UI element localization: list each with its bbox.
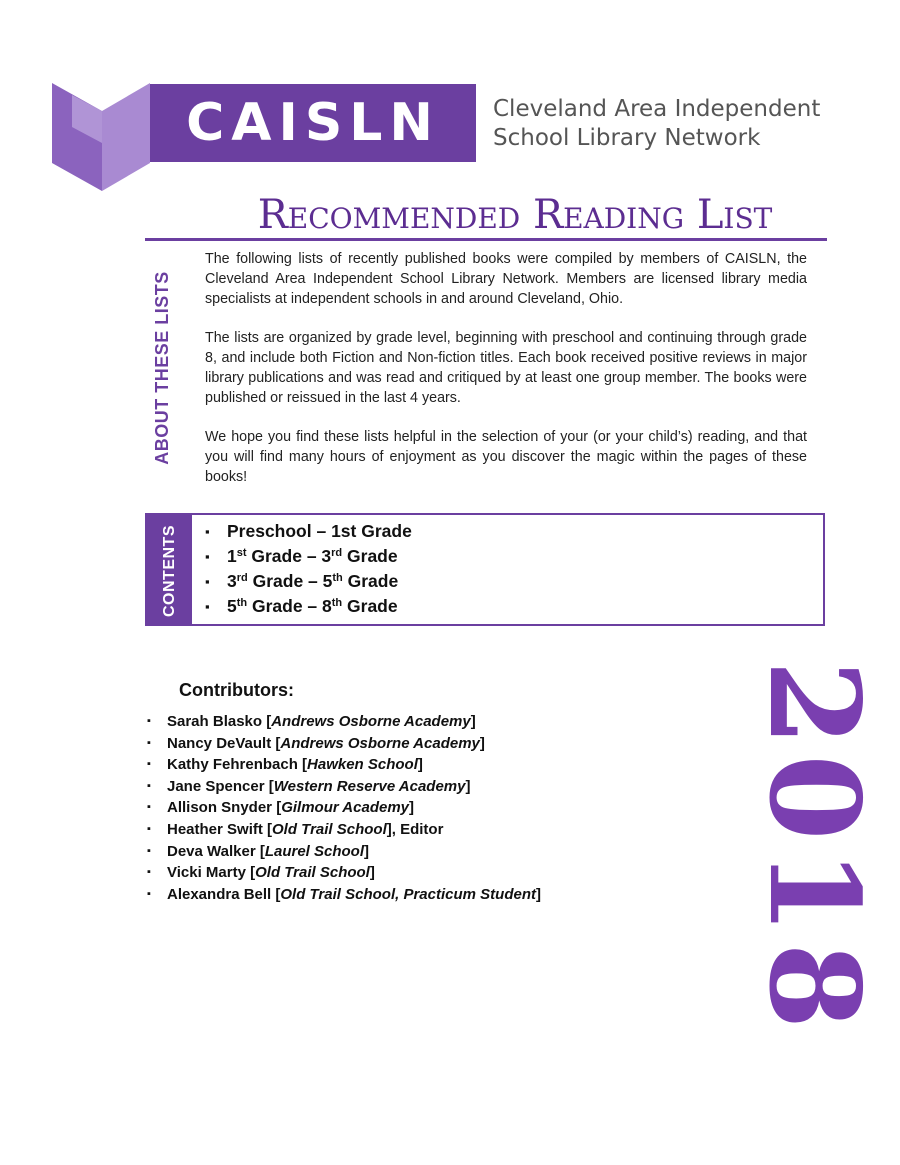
contributor-name: Kathy Fehrenbach [ — [167, 756, 308, 774]
grade-range-text: Grade – 3 — [246, 546, 332, 566]
brand-subtitle-line2: School Library Network — [493, 125, 761, 151]
list-item — [147, 862, 541, 884]
list-item — [147, 754, 541, 776]
grade-number: 1 — [227, 546, 237, 566]
about-paragraph: We hope you find these lists helpful in the selection of your (or your child’s) reading, and that you will find many hours of enjoyment as you discover the magic within the pages of these books! — [205, 429, 807, 485]
ordinal-suffix: rd — [331, 547, 343, 559]
ordinal-suffix: rd — [236, 572, 248, 584]
grade-word: Grade — [342, 546, 398, 566]
contents-list — [205, 519, 412, 619]
contributor-school: Western Reserve Academy — [273, 777, 466, 795]
contributors-list — [147, 711, 541, 905]
about-paragraph: The following lists of recently published books were compiled by members of CAISLN, the Cleveland Area Independent School Library Network. Members are licensed library media specialists at independent schools in and around Cleveland, Ohio. — [205, 251, 807, 307]
brand-subtitle — [493, 95, 873, 153]
contributor-suffix: ] — [409, 799, 415, 817]
title-divider — [145, 238, 827, 241]
ordinal-suffix: th — [331, 597, 343, 609]
contributor-name: Sarah Blasko [ — [167, 713, 272, 730]
contributor-school: Old Trail School — [255, 864, 370, 882]
brand-subtitle-line1: Cleveland Area Independent — [493, 96, 821, 122]
list-item — [147, 797, 541, 819]
contributor-suffix: ] — [364, 842, 370, 860]
contents-label: CONTENTS — [161, 525, 178, 617]
contents-box — [145, 513, 825, 626]
contributor-name: Heather Swift [ — [167, 820, 273, 838]
contributor-school: Laurel School — [264, 842, 365, 860]
grade-number: 5 — [227, 596, 237, 616]
contributor-suffix: ] — [369, 864, 375, 882]
grade-range-text: Grade – 5 — [247, 571, 333, 591]
contributor-name: Nancy DeVault [ — [167, 734, 281, 752]
ordinal-suffix: th — [236, 597, 248, 609]
contents-item-preschool[interactable] — [205, 519, 412, 544]
ordinal-suffix: st — [236, 547, 247, 559]
grade-word: Grade — [342, 571, 399, 591]
contributor-school: Andrews Osborne Academy — [280, 734, 480, 752]
contributor-name: Vicki Marty [ — [167, 864, 256, 882]
grade-number: 3 — [227, 571, 237, 591]
list-item — [147, 841, 541, 863]
list-item — [147, 884, 541, 906]
contributor-suffix: ] — [465, 777, 471, 795]
contributor-school: Hawken School — [307, 756, 418, 774]
grade-word: Grade — [342, 596, 398, 616]
list-item — [147, 776, 541, 798]
contributor-suffix: ] — [535, 885, 541, 903]
about-section — [205, 249, 807, 506]
contributor-school: Old Trail School — [272, 820, 387, 838]
list-item — [147, 711, 541, 733]
grade-range-text: Grade – 8 — [247, 596, 332, 616]
about-section-label: ABOUT THESE LISTS — [152, 271, 172, 465]
caisln-logo-icon — [52, 83, 152, 191]
list-item — [147, 819, 541, 841]
contributor-name: Jane Spencer [ — [167, 777, 274, 795]
contents-item-grade-3-5[interactable] — [205, 569, 412, 594]
contributor-school: Andrews Osborne Academy — [271, 713, 471, 730]
page-title: Recommended Reading List — [257, 192, 773, 238]
contributor-name: Alexandra Bell [ — [167, 885, 281, 903]
contributor-school: Old Trail School, Practicum Student — [280, 885, 536, 903]
contributor-suffix: ] — [470, 713, 476, 730]
contributor-name: Allison Snyder [ — [167, 799, 282, 817]
contributor-name: Deva Walker [ — [167, 842, 265, 860]
contributor-suffix: ], Editor — [386, 820, 444, 838]
contents-item-grade-5-8[interactable] — [205, 594, 412, 619]
contents-item-grade-1-3[interactable] — [205, 544, 412, 569]
contents-sidebar — [147, 515, 192, 624]
contents-item-text: Preschool – 1st Grade — [227, 521, 412, 541]
contributor-suffix: ] — [417, 756, 423, 774]
ordinal-suffix: th — [332, 572, 343, 584]
contributor-suffix: ] — [479, 734, 485, 752]
contributor-school: Gilmour Academy — [281, 799, 410, 817]
brand-logo: CAISLN — [150, 84, 476, 162]
year-label: 2018 — [741, 660, 886, 1038]
about-paragraph: The lists are organized by grade level, beginning with preschool and continuing through grade 8, and include both Fiction and Non-fiction titles. Each book received positive reviews in major library publications and was read and critiqued by at least one group member. The books were published or reissued in the last 4 years. — [205, 330, 807, 406]
contributors-heading: Contributors: — [179, 680, 294, 700]
list-item — [147, 733, 541, 755]
